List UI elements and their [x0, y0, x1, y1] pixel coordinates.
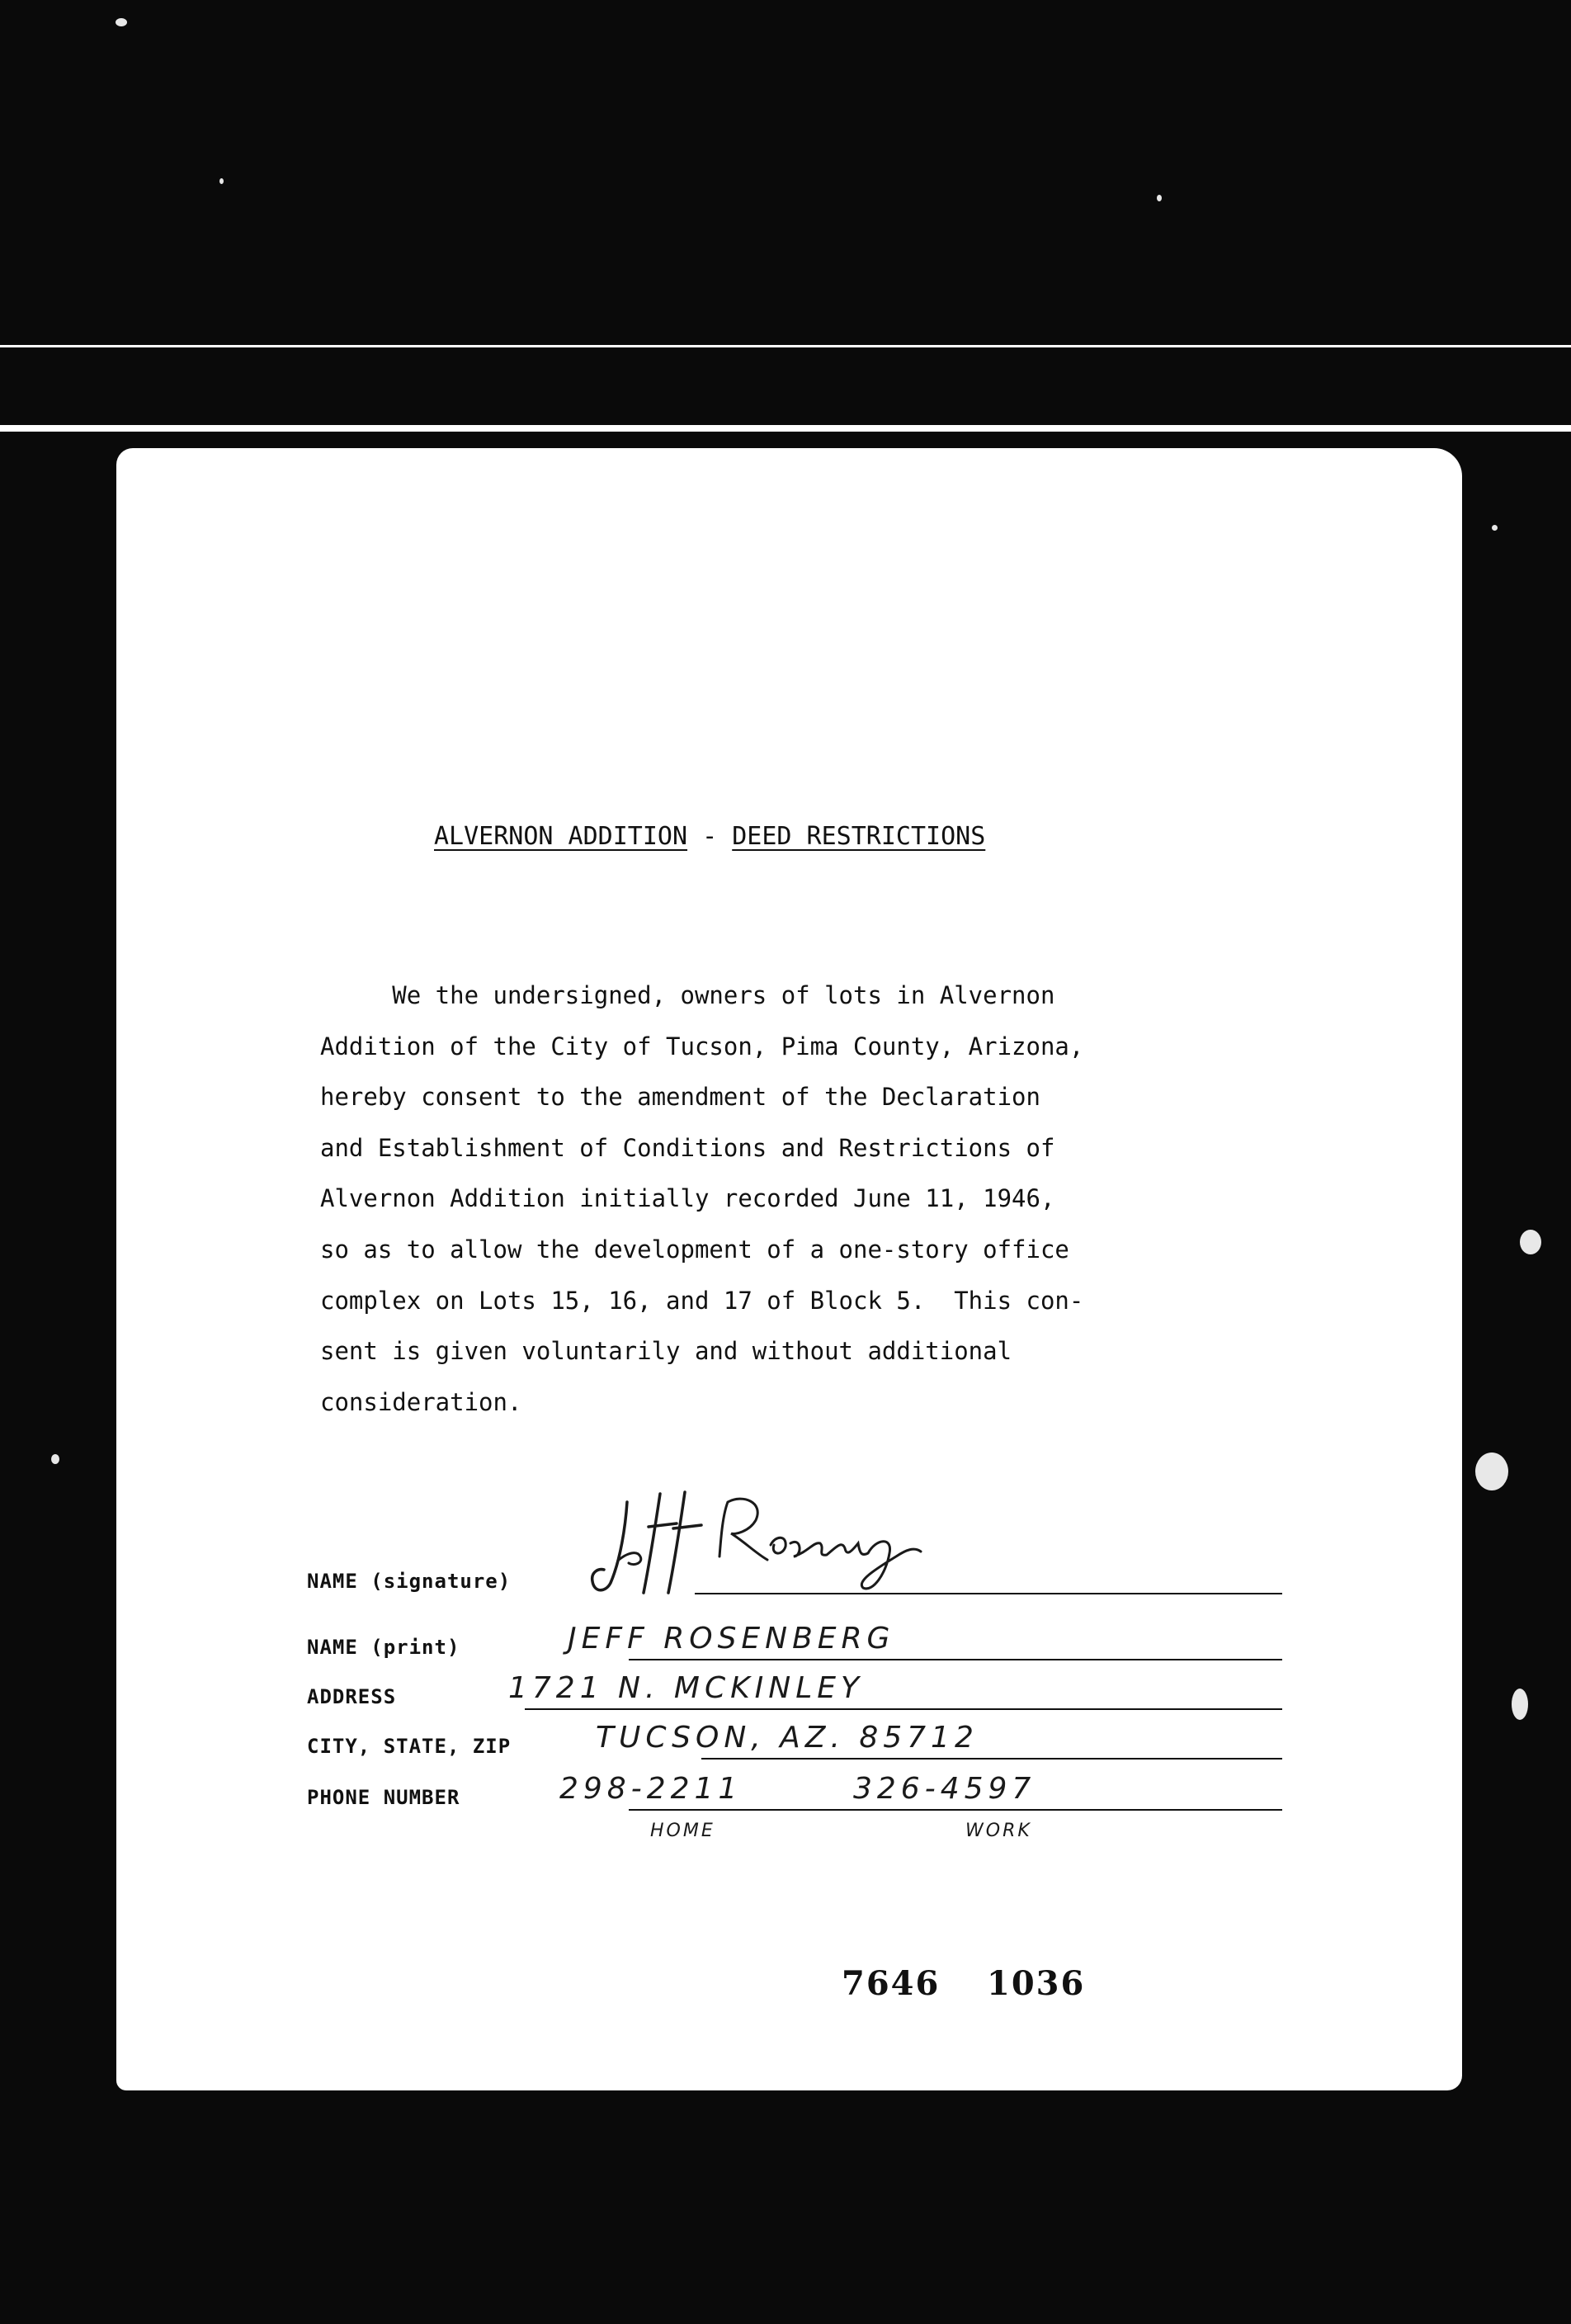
document-title — [434, 822, 985, 851]
signature-label: NAME (signature) — [307, 1570, 512, 1593]
speck — [1157, 195, 1162, 201]
speck — [219, 178, 224, 184]
phone-work-value: 326-4597 — [853, 1772, 1036, 1806]
title-part-1: ALVERNON ADDITION — [434, 822, 688, 851]
body-line: Addition of the City of Tucson, Pima County, Arizona, — [320, 1032, 1084, 1060]
body-line: hereby consent to the amendment of the Declaration — [320, 1083, 1040, 1112]
phone-number-line — [629, 1809, 1282, 1811]
speck — [116, 18, 127, 26]
scan-band-lower — [0, 425, 1571, 432]
speck — [1512, 1689, 1528, 1720]
body-line: and Establishment of Conditions and Restrictions of — [320, 1133, 1055, 1162]
document-number-right: 1036 — [987, 1964, 1086, 2003]
body-line: sent is given voluntarily and without additional — [320, 1337, 1012, 1366]
body-line: so as to allow the development of a one-story office — [320, 1235, 1069, 1264]
address-label: ADDRESS — [307, 1685, 397, 1708]
title-part-2: DEED RESTRICTIONS — [732, 822, 986, 851]
city-state-zip-line — [701, 1758, 1282, 1760]
city-state-zip-field — [307, 1713, 1282, 1763]
scan-band-top — [0, 345, 1571, 347]
address-field — [307, 1664, 1282, 1713]
body-line: complex on Lots 15, 16, and 17 of Block 5. This con- — [320, 1286, 1084, 1315]
print-name-value: JEFF ROSENBERG — [568, 1622, 895, 1656]
body-line: consideration. — [320, 1387, 522, 1416]
phone-number-label: PHONE NUMBER — [307, 1786, 460, 1809]
phone-work-label: WORK — [965, 1821, 1032, 1841]
address-line — [525, 1708, 1282, 1710]
document-number-left: 7646 — [842, 1964, 941, 2003]
city-state-zip-label: CITY, STATE, ZIP — [307, 1735, 512, 1758]
print-name-line — [629, 1659, 1282, 1660]
signature-mark — [569, 1477, 949, 1601]
speck — [51, 1454, 59, 1464]
phone-number-field — [307, 1764, 1282, 1814]
city-state-zip-value: TUCSON, AZ. 85712 — [596, 1721, 979, 1755]
speck — [1475, 1452, 1508, 1490]
print-name-label: NAME (print) — [307, 1636, 460, 1659]
speck — [1520, 1230, 1541, 1254]
title-separator: - — [687, 822, 733, 851]
phone-home-label: HOME — [650, 1821, 715, 1841]
document-body — [320, 971, 1294, 1428]
body-line: We the undersigned, owners of lots in Alvernon — [320, 981, 1055, 1009]
body-line: Alvernon Addition initially recorded June 11, 1946, — [320, 1184, 1055, 1213]
address-value: 1721 N. MCKINLEY — [508, 1671, 865, 1705]
phone-home-value: 298-2211 — [559, 1772, 743, 1806]
print-name-field — [307, 1614, 1282, 1664]
speck — [1492, 525, 1498, 531]
